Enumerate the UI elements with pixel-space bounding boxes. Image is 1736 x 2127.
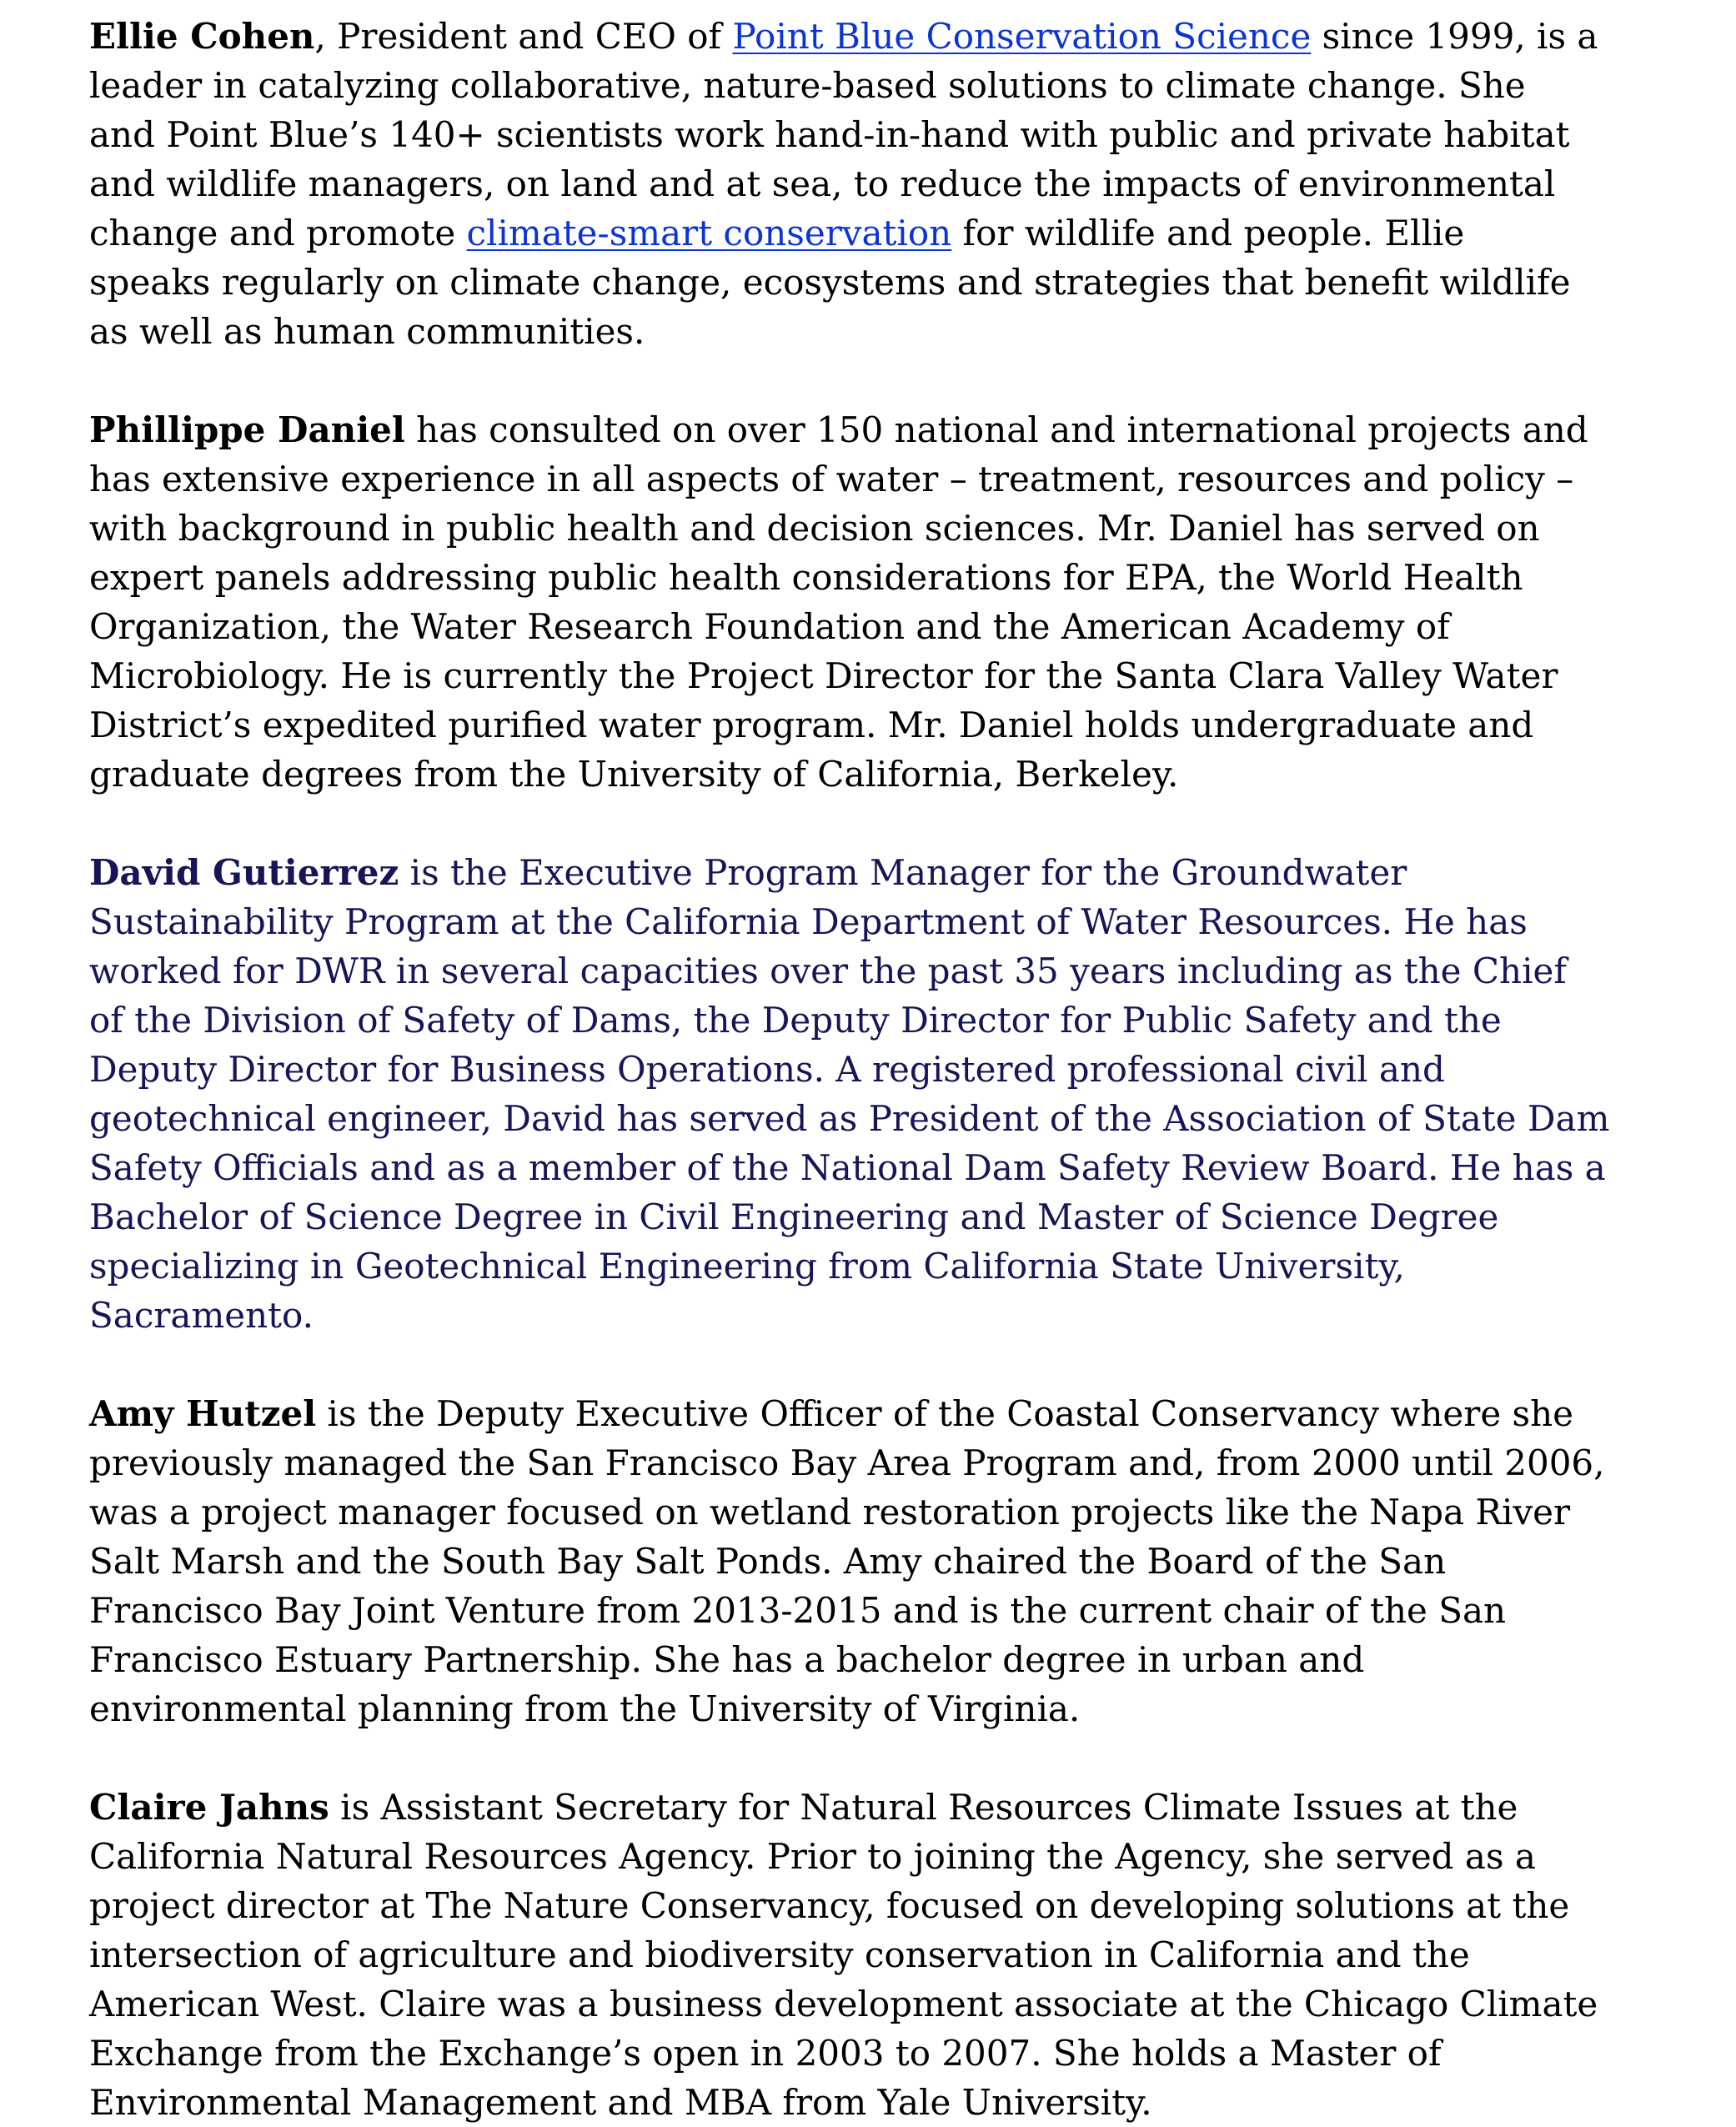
bio-line xyxy=(89,208,1640,258)
bio-line xyxy=(89,848,1640,897)
point-blue-link[interactable]: Point Blue Conservation Science xyxy=(732,16,1312,57)
bio-line: intersection of agriculture and biodiversity conservation in California and the xyxy=(89,1934,1470,1975)
bio-name: Ellie Cohen xyxy=(89,16,315,57)
bio-line: of the Division of Safety of Dams, the Deputy Director for Public Safety and the xyxy=(89,1000,1502,1041)
bio-line: California Natural Resources Agency. Prior to joining the Agency, she served as a xyxy=(89,1836,1536,1877)
bio-line: Deputy Director for Business Operations. A registered professional civil and xyxy=(89,1049,1445,1090)
bio-line: geotechnical engineer, David has served as President of the Association of State Dam xyxy=(89,1098,1610,1139)
bio-line: specializing in Geotechnical Engineering from California State University, xyxy=(89,1246,1405,1287)
bio-text: is the Deputy Executive Officer of the Coastal Conservancy where she xyxy=(316,1393,1573,1434)
bio-text: for wildlife and people. Ellie xyxy=(951,213,1465,253)
bio-name: Amy Hutzel xyxy=(89,1393,317,1434)
bio-amy-hutzel xyxy=(89,1389,1640,1733)
bio-line: Sacramento. xyxy=(89,1295,314,1336)
bio-line: Sustainability Program at the California Department of Water Resources. He has xyxy=(89,901,1528,942)
bio-line: as well as human communities. xyxy=(89,311,645,352)
bio-name: Phillippe Daniel xyxy=(89,409,405,450)
bio-text: is the Executive Program Manager for the Groundwater xyxy=(399,852,1407,893)
bio-text: , President and CEO of xyxy=(314,16,733,57)
bio-text: is Assistant Secretary for Natural Resources Climate Issues at the xyxy=(329,1787,1518,1828)
bio-line: was a project manager focused on wetland restoration projects like the Napa River xyxy=(89,1492,1571,1533)
bio-line: Environmental Management and MBA from Yale University. xyxy=(89,2082,1152,2123)
bio-david-gutierrez xyxy=(89,848,1640,1340)
bio-line: Safety Officials and as a member of the National Dam Safety Review Board. He has a xyxy=(89,1147,1606,1188)
bio-name: David Gutierrez xyxy=(89,852,399,893)
bio-line: expert panels addressing public health considerations for EPA, the World Health xyxy=(89,557,1523,598)
bio-line: Microbiology. He is currently the Project Director for the Santa Clara Valley Water xyxy=(89,655,1558,696)
bio-line: and wildlife managers, on land and at sea, to reduce the impacts of environmental xyxy=(89,163,1556,204)
bio-line xyxy=(89,405,1640,454)
bio-line: worked for DWR in several capacities over the past 35 years including as the Chief xyxy=(89,951,1567,991)
bio-line xyxy=(89,12,1640,61)
bio-line: Exchange from the Exchange’s open in 2003 to 2007. She holds a Master of xyxy=(89,2033,1442,2074)
bio-line: Organization, the Water Research Foundation and the American Academy of xyxy=(89,606,1450,647)
bio-line: and Point Blue’s 140+ scientists work hand-in-hand with public and private habitat xyxy=(89,114,1570,155)
bio-line: with background in public health and decision sciences. Mr. Daniel has served on xyxy=(89,508,1540,549)
bio-line: Francisco Bay Joint Venture from 2013-2015 and is the current chair of the San xyxy=(89,1590,1507,1631)
bio-phillippe-daniel xyxy=(89,405,1640,799)
bio-line: American West. Claire was a business development associate at the Chicago Climate xyxy=(89,1984,1598,2024)
bio-line: Francisco Estuary Partnership. She has a bachelor degree in urban and xyxy=(89,1639,1365,1680)
bio-text: since 1999, is a xyxy=(1311,16,1598,57)
bio-line: speaks regularly on climate change, ecosystems and strategies that benefit wildlife xyxy=(89,262,1571,303)
bio-line: graduate degrees from the University of California, Berkeley. xyxy=(89,754,1179,795)
bio-line: leader in catalyzing collaborative, nature-based solutions to climate change. She xyxy=(89,65,1526,106)
bio-line: environmental planning from the University of Virginia. xyxy=(89,1688,1081,1729)
climate-smart-conservation-link[interactable]: climate-smart conservation xyxy=(466,213,952,253)
bio-line: project director at The Nature Conservancy, focused on developing solutions at the xyxy=(89,1885,1570,1926)
bio-name: Claire Jahns xyxy=(89,1787,329,1828)
bio-line: District’s expedited purified water program. Mr. Daniel holds undergraduate and xyxy=(89,705,1534,745)
bio-line: previously managed the San Francisco Bay Area Program and, from 2000 until 2006, xyxy=(89,1442,1605,1483)
bio-claire-jahns xyxy=(89,1783,1640,2127)
bio-line xyxy=(89,1783,1640,1832)
bio-line: Salt Marsh and the South Bay Salt Ponds. Amy chaired the Board of the San xyxy=(89,1541,1447,1582)
bio-line xyxy=(89,1389,1640,1438)
bio-text: change and promote xyxy=(89,213,467,253)
bio-text: has consulted on over 150 national and international projects and xyxy=(404,409,1588,450)
bio-line: has extensive experience in all aspects of water – treatment, resources and policy – xyxy=(89,459,1574,499)
bio-line: Bachelor of Science Degree in Civil Engineering and Master of Science Degree xyxy=(89,1196,1499,1237)
bio-ellie-cohen xyxy=(89,12,1640,356)
